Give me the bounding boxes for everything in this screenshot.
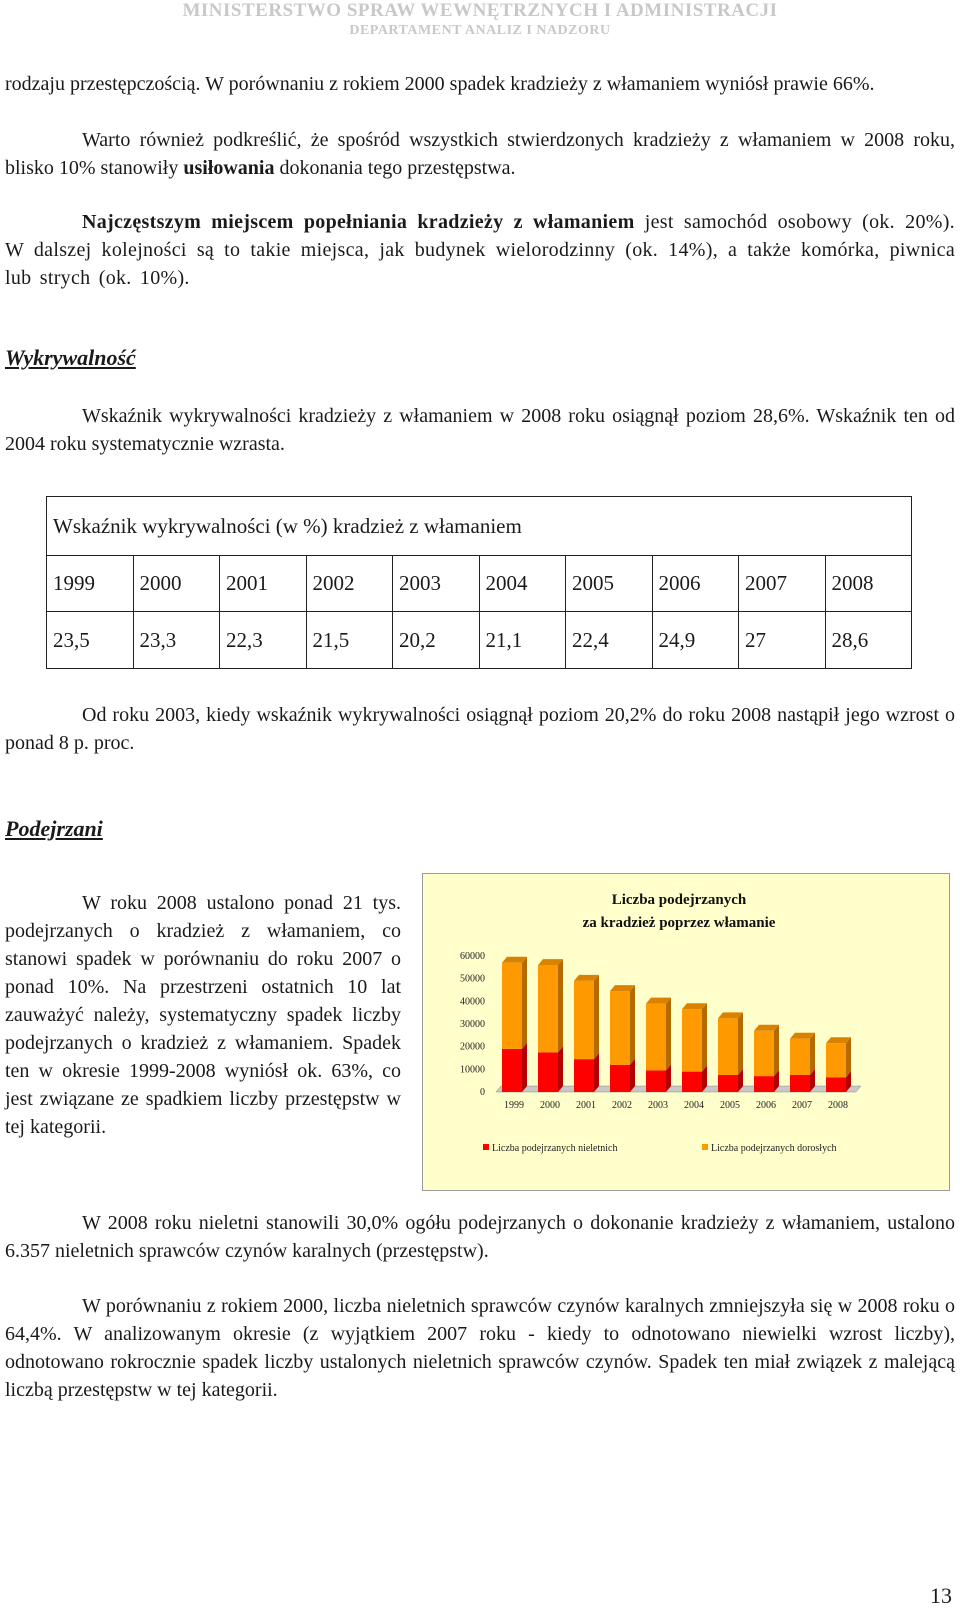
table-value-cell: 23,3 <box>133 612 220 669</box>
paragraph-intro: rodzaju przestępczością. W porównaniu z rokiem 2000 spadek kradzieży z włamaniem wyniósł prawie 66%. <box>5 73 875 95</box>
chart-bar-side <box>558 1046 563 1092</box>
table-row-years <box>47 556 912 612</box>
chart-bar-juvenile <box>790 1075 810 1092</box>
table-value-cell: 23,5 <box>47 612 134 669</box>
legend-label: Liczba podejrzanych dorosłych <box>711 1143 837 1154</box>
paragraph-juveniles: W 2008 roku nieletni stanowili 30,0% ogółu podejrzanych o dokonanie kradzieży z włamaniem, ustalono 6.357 nieletnich sprawców czynów karalnych (przestępstw). <box>5 1212 955 1262</box>
chart-bar-side <box>522 957 527 1049</box>
ministry-header: MINISTERSTWO SPRAW WEWNĘTRZNYCH I ADMINISTRACJI <box>182 0 778 21</box>
table-year-cell: 2004 <box>479 556 566 612</box>
table-value-cell: 27 <box>739 612 826 669</box>
chart-bar-adult <box>574 981 594 1059</box>
legend-swatch-adult <box>702 1144 708 1150</box>
table-year-cell: 1999 <box>47 556 134 612</box>
paragraph-attempts-text: Warto również podkreślić, że spośród wszystkich stwierdzonych kradzieży z włamaniem w 2008 roku, blisko 10% stanowiły <box>5 129 955 179</box>
x-tick-label: 2005 <box>720 1100 740 1111</box>
chart-bar-juvenile <box>574 1059 594 1092</box>
chart-bar-side <box>810 1033 815 1075</box>
chart-bar-juvenile <box>754 1076 774 1092</box>
chart-bar-adult <box>718 1018 738 1075</box>
x-tick-label: 2003 <box>648 1100 668 1111</box>
page-number: 13 <box>930 1583 952 1608</box>
table-row-values <box>47 612 912 669</box>
chart-bar-juvenile <box>538 1052 558 1092</box>
y-tick-label: 30000 <box>460 1019 485 1030</box>
department-header: DEPARTAMENT ANALIZ I NADZORU <box>349 23 611 38</box>
chart-bar-adult <box>754 1031 774 1076</box>
chart-bar-adult <box>826 1043 846 1077</box>
chart-bar-adult <box>538 965 558 1052</box>
chart-bar-adult <box>610 991 630 1065</box>
x-tick-label: 2002 <box>612 1100 632 1111</box>
chart-bar-side <box>522 1043 527 1092</box>
heading-suspects: Podejrzani <box>5 816 103 841</box>
y-tick-label: 60000 <box>460 951 485 962</box>
y-tick-label: 40000 <box>460 996 485 1008</box>
x-tick-label: 1999 <box>504 1100 524 1111</box>
chart-bar-side <box>702 1003 707 1071</box>
x-tick-label: 2000 <box>540 1100 560 1111</box>
chart-bar-juvenile <box>646 1070 666 1092</box>
chart-bar-juvenile <box>718 1075 738 1092</box>
table-value-cell: 22,4 <box>566 612 653 669</box>
y-tick-label: 0 <box>480 1087 485 1098</box>
chart-bar-adult <box>682 1009 702 1071</box>
chart-bar-side <box>630 985 635 1065</box>
chart-bar-juvenile <box>502 1049 522 1092</box>
locations-emphasis: Najczęstszym miejscem popełniania kradzieży z włamaniem <box>82 211 635 233</box>
table-year-cell: 2003 <box>393 556 480 612</box>
chart-bar-juvenile <box>610 1065 630 1092</box>
table-value-cell: 22,3 <box>220 612 307 669</box>
chart-bar-adult <box>502 963 522 1049</box>
heading-detection: Wykrywalność <box>5 345 136 370</box>
x-tick-label: 2007 <box>792 1100 812 1111</box>
chart-title-line: Liczba podejrzanych <box>611 892 747 908</box>
paragraph-attempts <box>5 126 955 182</box>
table-value-cell: 24,9 <box>652 612 739 669</box>
chart-bar-side <box>594 1053 599 1092</box>
table-value-cell: 21,5 <box>306 612 393 669</box>
detection-rate-table <box>46 496 912 669</box>
table-value-cell: 20,2 <box>393 612 480 669</box>
table-title: Wskaźnik wykrywalności (w %) kradzież z włamaniem <box>47 497 912 556</box>
x-tick-label: 2008 <box>828 1100 848 1111</box>
table-value-cell: 28,6 <box>825 612 912 669</box>
legend-swatch-juvenile <box>483 1144 489 1150</box>
legend-label: Liczba podejrzanych nieletnich <box>492 1143 618 1154</box>
y-tick-label: 10000 <box>460 1064 485 1076</box>
chart-bar-side <box>666 998 671 1071</box>
chart-bar-juvenile <box>826 1077 846 1092</box>
suspects-chart <box>422 873 950 1191</box>
paragraph-locations-text: jest samochód osobowy (ok. 20%). W dalszej kolejności są to takie miejsca, jak budynek wielorodzinny (ok. 14%), a także komórka, piwnica lub strych (ok. 10%). <box>5 211 955 289</box>
y-tick-label: 20000 <box>460 1041 485 1053</box>
table-year-cell: 2008 <box>825 556 912 612</box>
paragraph-juvenile-trend: W porównaniu z rokiem 2000, liczba nieletnich sprawców czynów karalnych zmniejszyła się w 2008 roku o 64,4%. W analizowanym okresie (z wyjątkiem 2007 roku - kiedy to odnotowano niewielki wzrost liczby), odnotowano rokrocznie spadek liczby ustalonych nieletnich sprawców czynów. Spadek ten miał związek z malejącą liczbą przestępstw w tej kategorii. <box>5 1295 955 1401</box>
chart-bar-side <box>558 959 563 1052</box>
chart-bar-adult <box>790 1039 810 1075</box>
chart-bar-side <box>774 1025 779 1076</box>
paragraph-detection-trend: Od roku 2003, kiedy wskaźnik wykrywalności osiągnął poziom 20,2% do roku 2008 nastąpił jego wzrost o ponad 8 p. proc. <box>5 704 955 754</box>
x-tick-label: 2004 <box>684 1100 704 1111</box>
x-tick-label: 2006 <box>756 1100 776 1111</box>
chart-bar-side <box>738 1012 743 1075</box>
attempts-emphasis: usiłowania <box>183 157 275 179</box>
paragraph-locations <box>5 208 955 292</box>
table-year-cell: 2000 <box>133 556 220 612</box>
y-tick-label: 50000 <box>460 973 485 985</box>
chart-bar-adult <box>646 1004 666 1071</box>
table-year-cell: 2006 <box>652 556 739 612</box>
table-year-cell: 2007 <box>739 556 826 612</box>
chart-bar-side <box>594 975 599 1059</box>
chart-title-line: za kradzież poprzez włamanie <box>582 915 776 931</box>
table-year-cell: 2005 <box>566 556 653 612</box>
table-value-cell: 21,1 <box>479 612 566 669</box>
table-year-cell: 2001 <box>220 556 307 612</box>
chart-bar-juvenile <box>682 1072 702 1092</box>
paragraph-suspects: W roku 2008 ustalono ponad 21 tys. podejrzanych o kradzież z włamaniem, co stanowi spadek w porównaniu do roku 2007 o ponad 10%. Na przestrzeni ostatnich 10 lat zauważyć należy, systematyczny spadek liczby podejrzanych o kradzież z włamaniem. Spadek ten w okresie 1999-2008 wyniósł ok. 63%, co jest związane ze spadkiem liczby przestępstw w tej kategorii. <box>5 892 401 1138</box>
paragraph-attempts-end: dokonania tego przestępstwa. <box>274 157 516 179</box>
chart-bar-side <box>846 1037 851 1077</box>
table-year-cell: 2002 <box>306 556 393 612</box>
paragraph-detection: Wskaźnik wykrywalności kradzieży z włamaniem w 2008 roku osiągnął poziom 28,6%. Wskaźnik ten od 2004 roku systematycznie wzrasta. <box>5 405 955 455</box>
x-tick-label: 2001 <box>576 1100 596 1111</box>
suspects-chart-svg <box>423 874 951 1192</box>
